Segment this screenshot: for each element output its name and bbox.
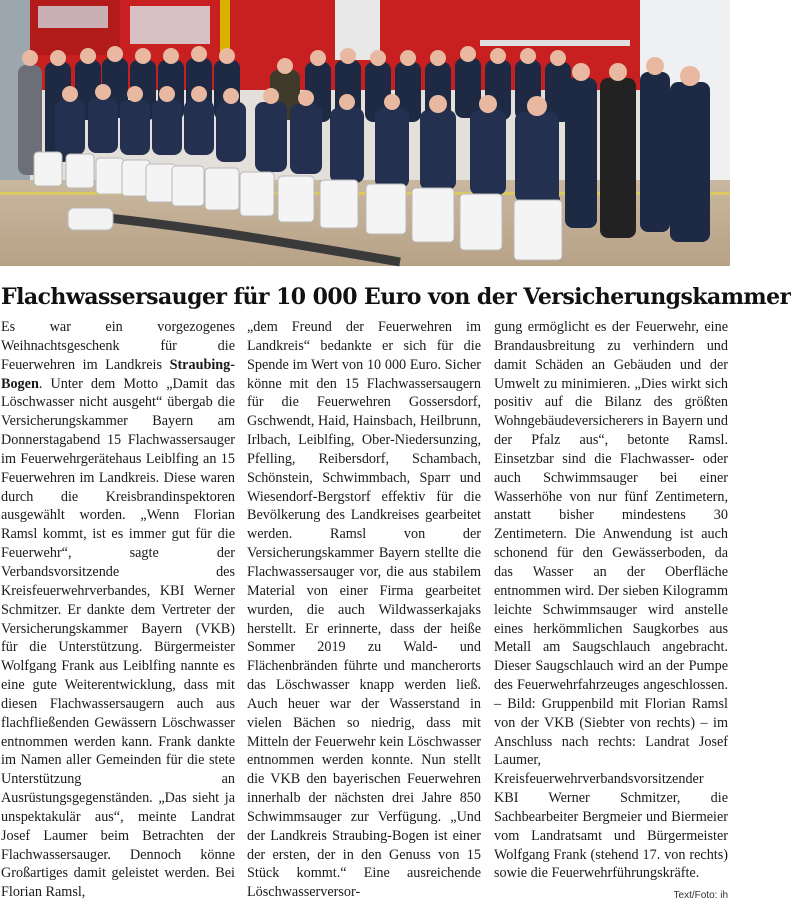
article-column-2 [247,318,481,901]
text-run: Es war ein vorgezogenes Weihnachtsgeschenk für die Feuerwehren im Landkreis [1,319,235,373]
text-run: gung ermöglicht es der Feuerwehr, eine Brandausbreitung zu verhindern und damit Schäden an Gebäuden und der Umwelt zu minimieren. „Dies wirkt sich positiv auf die Bilanz des größten Wohngebäudeversicherers in Bayern und der Pfalz aus“, betonte Ramsl. Einsetzbar sind die Flachwasser- oder auch Schwimmsauger bei einer Wasserhöhe von nur fünf Zentimetern, anstatt bisher mindestens 30 Zentimetern. Die Anwendung ist auch schonend für den Gewässerboden, da das Wasser an der Oberfläche entnommen wird. Der sieben Kilogramm leichte Schwimmsauger wird anstelle eines herkömmlichen Saugkorbes aus Metall am Saugschlauch angebracht. Dieser Saugschlauch wird an der Pumpe des Feuerwehrfahrzeuges angeschlossen. – Bild: Gruppenbild mit Florian Ramsl von der VKB (Siebter von rechts) – im Anschluss nach rechts: Landrat Josef Laumer, Kreisfeuerwehrverbandsvorsitzender KBI Werner Schmitzer, die Sachbearbeiter Bergmeier und Biermeier vom Landratsamt und Bürgermeister Wolfgang Frank (stehend 17. von rechts) sowie die Feuerwehrführungskräfte. [494,319,728,882]
group-photo [0,0,730,266]
photo-illustration [0,0,730,266]
bold-location: Straubing-Bogen [1,356,235,392]
article-column-3 [494,318,728,902]
paragraph [1,318,235,902]
text-run: . Unter dem Motto „Damit das Löschwasser nicht ausgeht“ übergab die Versicherungskammer Bayern am Donnerstagabend 15 Flachwassersauger im Feuerwehrgerätehaus Leiblfing an 15 Feuerwehren im Landkreis. Diese waren durch die Kreisbrandinspektoren ausgewählt worden. „Wenn Florian Ramsl kommt, ist es immer gut für die Feuerwehr“, sagte der Verbandsvorsitzende des Kreisfeuerwehrverbandes, KBI Werner Schmitzer. Er dankte dem Vertreter der Versicherungskammer Bayern (VKB) für die Unterstützung. Bürgermeister Wolfgang Frank aus Leiblfing nannte es eine gute Weiterentwicklung, dass mit diesen Flachwassersaugern auch aus flachfließenden Gewässern Löschwasser entnommen werden kann. Frank dankte im Namen aller Gemeinden für die stete Unterstützung an Ausrüstungsgegenständen. „Das sieht ja unspektakulär aus“, meinte Landrat Josef Laumer beim Betrachten der Flachwassersauger. Dennoch könne Großartiges damit geleistet werden. Bei Florian Ramsl, [1,375,235,901]
paragraph: „dem Freund der Feuerwehren im Landkreis“ bedankte er sich für die Spende im Wert von 10 000 Euro. Sicher könne mit den 15 Flachwassersaugern für die Feuerwehren Gossersdorf, Gschwendt, Haid, Hainsbach, Heilbrunn, Irlbach, Leiblfing, Ober-Niedersunzing, Pfelling, Reibersdorf, Schambach, Schönstein, Schwimmbach, Sparr und Wiesendorf-Bergstorf effektiv für die Bevölkerung des Landkreises gearbeitet werden. Ramsl von der Versicherungskammer Bayern stellte die Flachwassersauger vor, die aus stabilem Material von einer Firma gearbeitet wurden, die auch Wildwasserkajaks herstellt. Er erinnerte, dass der heiße Sommer 2019 zu Wald- und Flächenbränden führte und mancherorts das Löschwasser knapp werden ließ. Auch heuer war der Wasserstand in vielen Bächen so niedrig, dass mit Mitteln der Feuerwehr kein Löschwasser entnommen werden konnte. Nun stellt die VKB den bayerischen Feuerwehren innerhalb der nächsten drei Jahre 850 Schwimmsauger zur Verfügung. „Und der Landkreis Straubing-Bogen ist einer der ersten, der in den Genuss von 15 Stück kommt.“ Eine ausreichende Löschwasserversor- [247,319,481,901]
paragraph [494,318,728,902]
headline: Flachwassersauger für 10 000 Euro von der Versicherungskammer [1,284,791,310]
photo-credit: Text/Foto: ih [673,890,728,902]
article-body [1,318,729,902]
article-column-1 [1,318,235,901]
